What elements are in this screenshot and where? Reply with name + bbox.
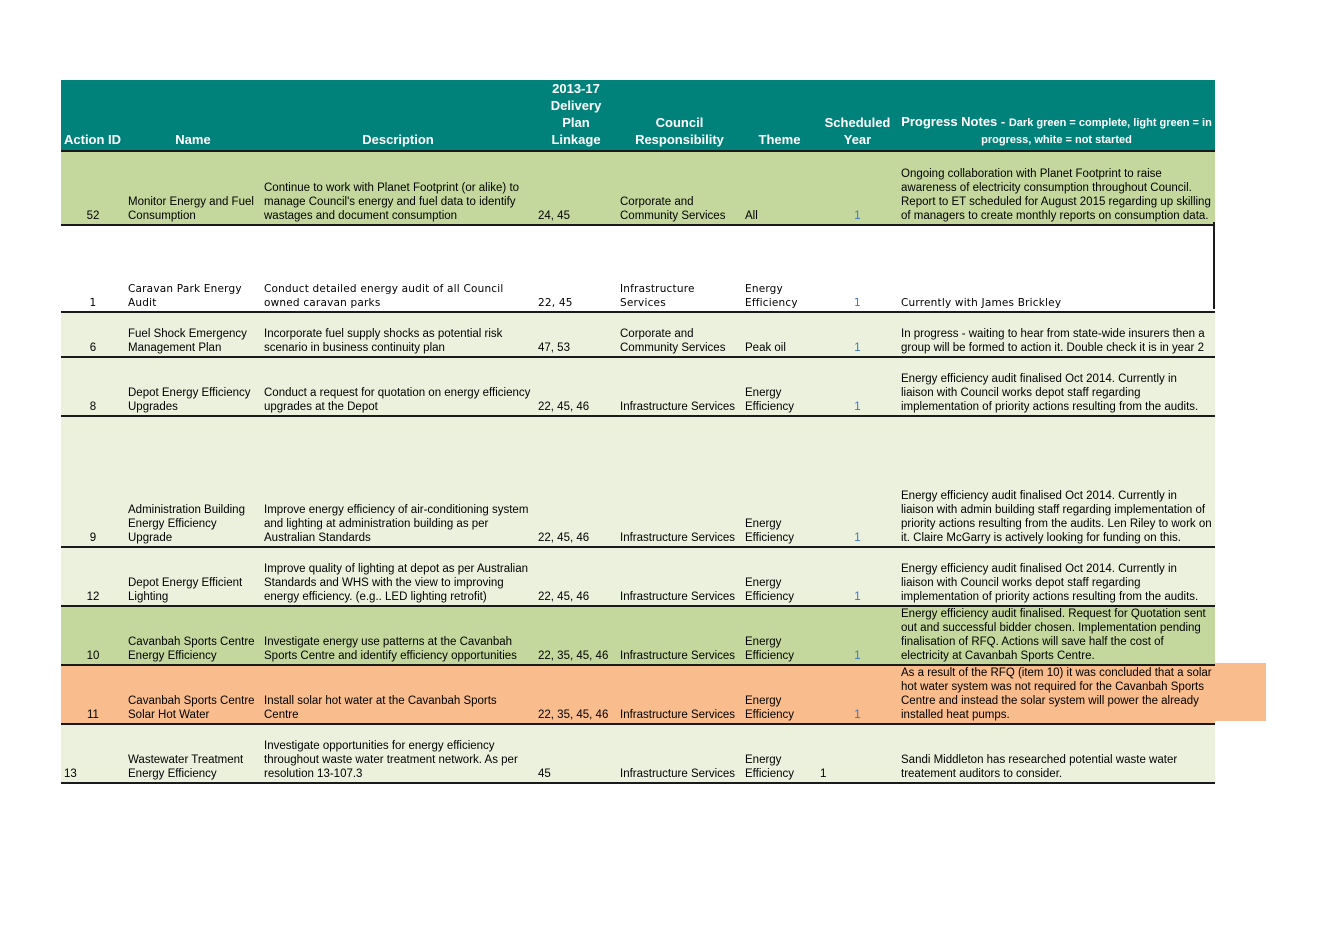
table-row [61, 357, 1215, 416]
cell-year: 1 [817, 606, 898, 665]
header-name: Name [125, 80, 261, 151]
cell-year: 1 [817, 357, 898, 416]
table-row [61, 665, 1215, 724]
table-row [61, 312, 1215, 357]
cell-notes: Sandi Middleton has researched potential waste water treatement auditors to consider. [898, 724, 1215, 783]
cell-year: 1 [817, 151, 898, 225]
cell-name: Cavanbah Sports Centre Solar Hot Water [125, 665, 261, 724]
cell-year: 1 [817, 225, 898, 312]
cell-action-id: 8 [61, 357, 125, 416]
cell-description: Continue to work with Planet Footprint (or alike) to manage Council's energy and fuel data to identify wastages and document consumption [261, 151, 535, 225]
cell-action-id: 10 [61, 606, 125, 665]
cell-theme: Energy Efficiency [742, 547, 817, 606]
cell-year: 1 [817, 547, 898, 606]
cell-linkage: 22, 45, 46 [535, 416, 617, 547]
cell-notes: Energy efficiency audit finalised Oct 2014. Currently in liaison with admin building staff regarding implementation of priority actions resulting from the audits. Len Riley to work on it. Claire McGarry is actively looking for funding on this. [898, 416, 1215, 547]
table-right-border [1213, 222, 1215, 309]
cell-description: Investigate energy use patterns at the Cavanbah Sports Centre and identify efficiency opportunities [261, 606, 535, 665]
cell-theme: Energy Efficiency [742, 416, 817, 547]
cell-action-id: 52 [61, 151, 125, 225]
cell-linkage: 45 [535, 724, 617, 783]
cell-year: 1 [817, 312, 898, 357]
cell-action-id: 6 [61, 312, 125, 357]
cell-description: Investigate opportunities for energy efficiency throughout waste water treatment network. As per resolution 13-107.3 [261, 724, 535, 783]
cell-notes: Energy efficiency audit finalised. Request for Quotation sent out and successful bidder chosen. Implementation pending finalisation of RFQ. Actions will save half the cost of electricity at Cavanbah Sports Centre. [898, 606, 1215, 665]
action-table [61, 80, 1215, 784]
cell-notes: Energy efficiency audit finalised Oct 2014. Currently in liaison with Council works depot staff regarding implementation of priority actions resulting from the audits. [898, 547, 1215, 606]
cell-responsibility: Corporate and Community Services [617, 312, 742, 357]
cell-notes: As a result of the RFQ (item 10) it was concluded that a solar hot water system was not required for the Cavanbah Sports Centre and instead the solar system will power the already installed heat pumps. [898, 665, 1215, 724]
cell-name: Monitor Energy and Fuel Consumption [125, 151, 261, 225]
cell-action-id: 12 [61, 547, 125, 606]
orange-row-extension [1215, 663, 1266, 721]
cell-name: Cavanbah Sports Centre Energy Efficiency [125, 606, 261, 665]
cell-notes: Ongoing collaboration with Planet Footprint to raise awareness of electricity consumption throughout Council. Report to ET scheduled for August 2015 regarding up skilling of managers to create monthly reports on consumption data. [898, 151, 1215, 225]
table-row [61, 416, 1215, 547]
header-responsibility: Council Responsibility [617, 80, 742, 151]
cell-responsibility: Infrastructure Services [617, 606, 742, 665]
header-linkage: 2013-17 Delivery Plan Linkage [535, 80, 617, 151]
cell-theme: All [742, 151, 817, 225]
notes-legend: Dark green = complete, light green = in progress, white = not started [981, 117, 1212, 146]
cell-name: Fuel Shock Emergency Management Plan [125, 312, 261, 357]
cell-action-id: 11 [61, 665, 125, 724]
cell-action-id: 9 [61, 416, 125, 547]
cell-notes: Energy efficiency audit finalised Oct 2014. Currently in liaison with Council works depot staff regarding implementation of priority actions resulting from the audits. [898, 357, 1215, 416]
cell-theme: Energy Efficiency [742, 724, 817, 783]
cell-name: Depot Energy Efficient Lighting [125, 547, 261, 606]
cell-name: Administration Building Energy Efficiency Upgrade [125, 416, 261, 547]
header-year: Scheduled Year [817, 80, 898, 151]
cell-linkage: 24, 45 [535, 151, 617, 225]
cell-action-id: 1 [61, 225, 125, 312]
table-row [61, 724, 1215, 783]
header-theme: Theme [742, 80, 817, 151]
header-description: Description [261, 80, 535, 151]
cell-linkage: 22, 35, 45, 46 [535, 665, 617, 724]
cell-description: Conduct a request for quotation on energy efficiency upgrades at the Depot [261, 357, 535, 416]
header-action-id: Action ID [61, 80, 125, 151]
cell-description: Improve quality of lighting at depot as per Australian Standards and WHS with the view to improving energy efficiency. (e.g.. LED lighting retrofit) [261, 547, 535, 606]
cell-responsibility: Infrastructure Services [617, 416, 742, 547]
table-row [61, 225, 1215, 312]
cell-responsibility: Infrastructure Services [617, 547, 742, 606]
cell-linkage: 47, 53 [535, 312, 617, 357]
cell-notes: In progress - waiting to hear from state-wide insurers then a group will be formed to action it. Double check it is in year 2 [898, 312, 1215, 357]
cell-description: Improve energy efficiency of air-conditioning system and lighting at administration building as per Australian Standards [261, 416, 535, 547]
cell-theme: Energy Efficiency [742, 225, 817, 312]
cell-theme: Peak oil [742, 312, 817, 357]
header-row [61, 80, 1215, 151]
cell-description: Conduct detailed energy audit of all Council owned caravan parks [261, 225, 535, 312]
cell-action-id: 13 [61, 724, 125, 783]
cell-year: 1 [817, 665, 898, 724]
cell-year: 1 [817, 724, 898, 783]
table-row [61, 547, 1215, 606]
cell-notes: Currently with James Brickley [898, 225, 1215, 312]
cell-name: Wastewater Treatment Energy Efficiency [125, 724, 261, 783]
cell-theme: Energy Efficiency [742, 606, 817, 665]
cell-responsibility: Infrastructure Services [617, 357, 742, 416]
cell-linkage: 22, 45, 46 [535, 357, 617, 416]
action-plan-sheet [61, 80, 1215, 784]
table-row [61, 606, 1215, 665]
table-row [61, 151, 1215, 225]
cell-linkage: 22, 35, 45, 46 [535, 606, 617, 665]
notes-title: Progress Notes - [901, 114, 1006, 129]
cell-theme: Energy Efficiency [742, 665, 817, 724]
cell-name: Depot Energy Efficiency Upgrades [125, 357, 261, 416]
header-progress-notes [898, 80, 1215, 151]
cell-description: Install solar hot water at the Cavanbah Sports Centre [261, 665, 535, 724]
cell-year: 1 [817, 416, 898, 547]
cell-linkage: 22, 45, 46 [535, 547, 617, 606]
cell-theme: Energy Efficiency [742, 357, 817, 416]
cell-description: Incorporate fuel supply shocks as potential risk scenario in business continuity plan [261, 312, 535, 357]
cell-responsibility: Infrastructure Services [617, 225, 742, 312]
cell-linkage: 22, 45 [535, 225, 617, 312]
cell-responsibility: Corporate and Community Services [617, 151, 742, 225]
cell-name: Caravan Park Energy Audit [125, 225, 261, 312]
cell-responsibility: Infrastructure Services [617, 665, 742, 724]
cell-responsibility: Infrastructure Services [617, 724, 742, 783]
